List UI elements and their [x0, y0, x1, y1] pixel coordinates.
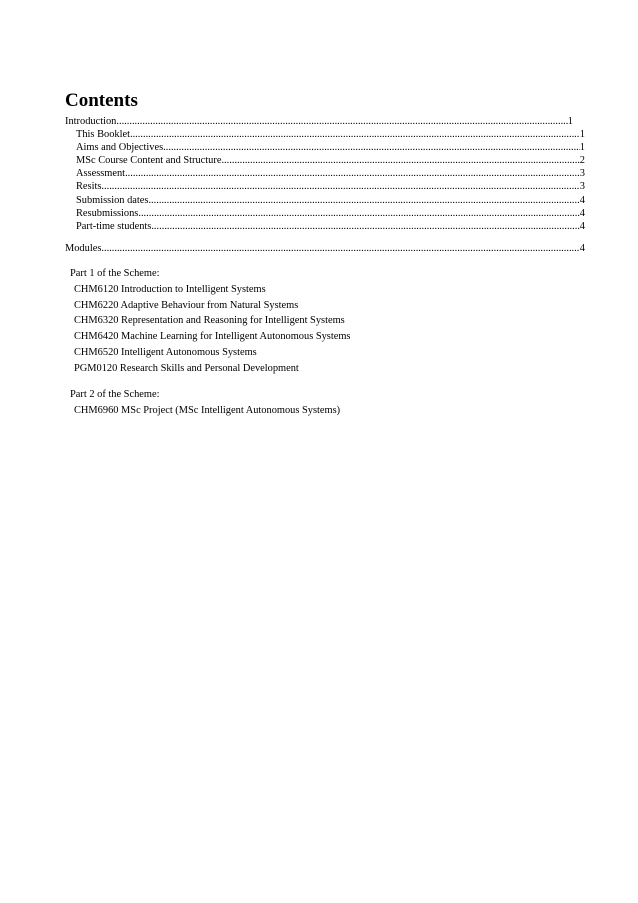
toc-entry-submission-dates[interactable]	[65, 194, 585, 207]
toc-entry-aims-and-objectives[interactable]	[65, 141, 585, 154]
toc-entry-page: 4	[579, 220, 585, 232]
toc-dot-leader	[163, 141, 580, 154]
scheme-part-2	[70, 387, 490, 419]
toc-dot-leader	[151, 220, 579, 233]
toc-dot-leader	[101, 242, 579, 255]
toc-entry-modules[interactable]	[65, 242, 585, 255]
table-of-contents	[65, 115, 585, 255]
toc-dot-leader	[148, 194, 579, 207]
module-item: CHM6520 Intelligent Autonomous Systems	[74, 346, 257, 358]
module-list	[70, 282, 490, 377]
scheme-part-title: Part 2 of the Scheme:	[70, 389, 160, 400]
toc-entry-label: MSc Course Content and Structure	[76, 155, 222, 167]
toc-entry-page: 4	[579, 194, 585, 206]
toc-dot-leader	[125, 167, 580, 180]
module-item: PGM0120 Research Skills and Personal Development	[74, 362, 299, 374]
toc-entry-label: This Booklet	[76, 129, 130, 141]
toc-entry-page: 3	[579, 181, 585, 193]
toc-entry-label: Aims and Objectives	[76, 142, 164, 154]
toc-entry-label: Modules	[65, 242, 102, 254]
toc-entry-page: 4	[579, 207, 585, 219]
toc-entry-page: 2	[579, 155, 585, 167]
toc-entry-page: 4	[579, 242, 585, 254]
contents-heading: Contents	[65, 90, 138, 111]
toc-dot-leader	[138, 207, 579, 220]
toc-entry-label: Resubmissions	[76, 207, 139, 219]
toc-entry-label: Submission dates	[76, 194, 149, 206]
toc-entry-label: Assessment	[76, 168, 126, 180]
toc-entry-label: Part-time students	[76, 220, 152, 232]
toc-dot-leader	[130, 128, 580, 141]
module-list	[70, 403, 490, 419]
toc-entry-page: 1	[579, 142, 585, 154]
module-item: CHM6320 Representation and Reasoning for Intelligent Systems	[74, 315, 345, 327]
module-item: CHM6220 Adaptive Behaviour from Natural Systems	[74, 299, 299, 311]
toc-entry-resubmissions[interactable]	[65, 207, 585, 220]
toc-entry-introduction[interactable]	[65, 115, 573, 128]
scheme-part-title: Part 1 of the Scheme:	[70, 268, 160, 279]
module-item: CHM6120 Introduction to Intelligent Systems	[74, 283, 266, 295]
toc-entry-label: Introduction	[65, 116, 117, 127]
toc-entry-course-content[interactable]	[65, 154, 585, 167]
toc-entry-page: 1	[567, 116, 573, 127]
scheme-part-1	[70, 266, 490, 377]
module-item: CHM6420 Machine Learning for Intelligent Autonomous Systems	[74, 331, 351, 343]
toc-entry-page: 1	[579, 129, 585, 141]
toc-entry-assessment[interactable]	[65, 167, 585, 180]
module-item: CHM6960 MSc Project (MSc Intelligent Autonomous Systems)	[74, 404, 341, 416]
toc-entry-label: Resits	[76, 181, 102, 193]
toc-entry-part-time-students[interactable]	[65, 220, 585, 233]
toc-entry-resits[interactable]	[65, 180, 585, 193]
toc-dot-leader	[116, 115, 567, 128]
toc-entry-this-booklet[interactable]	[65, 128, 585, 141]
toc-entry-page: 3	[579, 168, 585, 180]
toc-dot-leader	[221, 154, 579, 167]
toc-dot-leader	[101, 180, 579, 193]
